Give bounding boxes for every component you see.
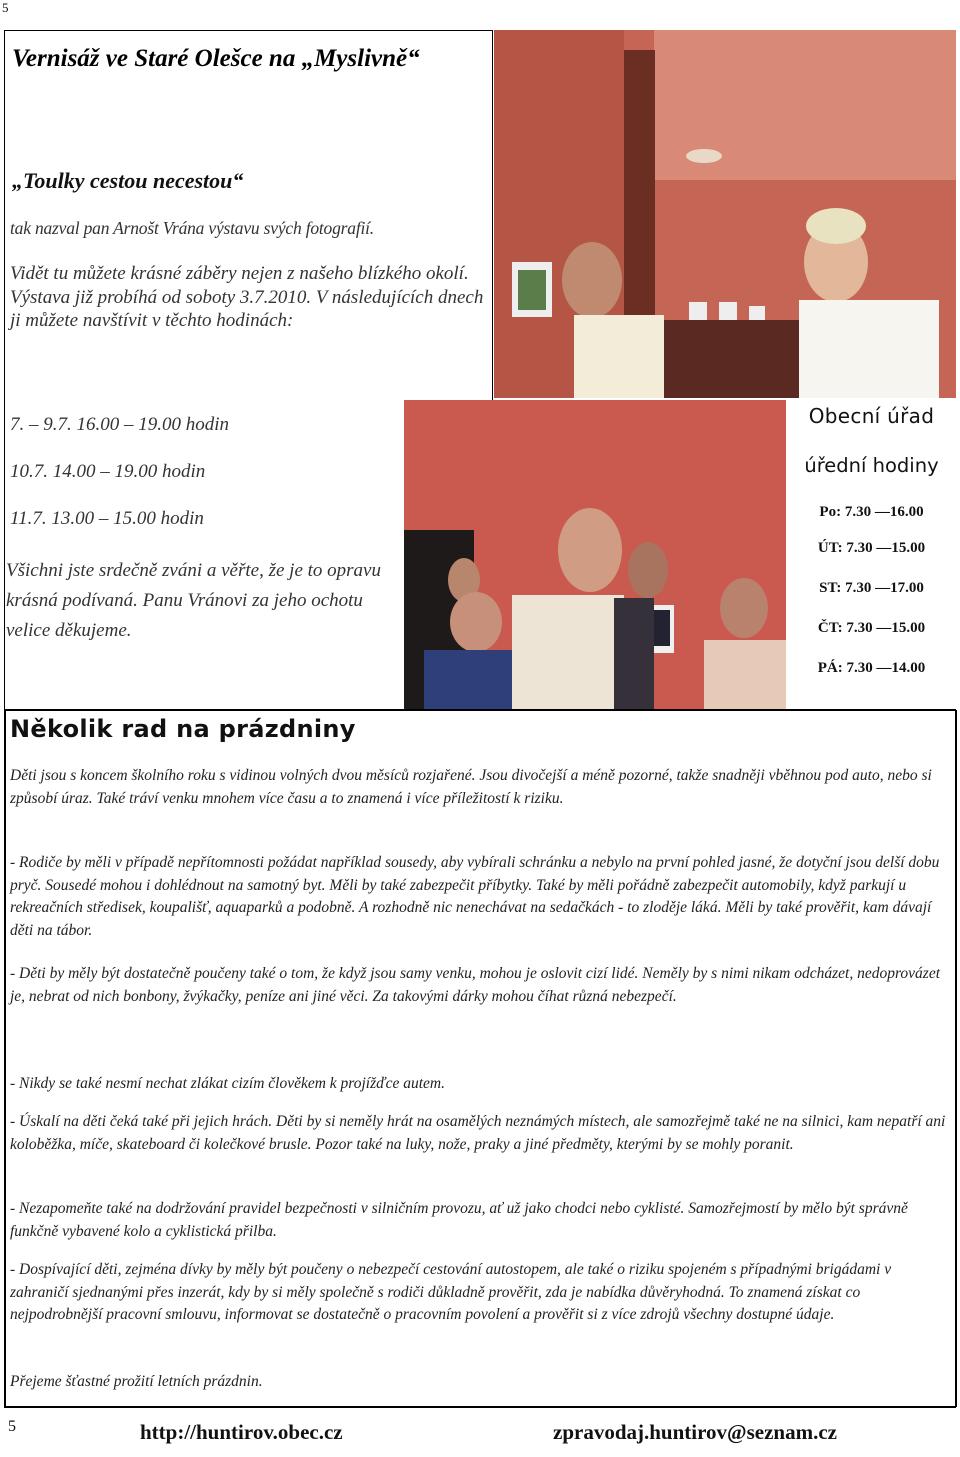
office-hour: ÚT: 7.30 —15.00 <box>817 540 926 556</box>
office-title: Obecní úřad <box>808 404 935 428</box>
office-hour: PÁ: 7.30 —14.00 <box>817 660 926 676</box>
office-hours-panel <box>787 400 956 710</box>
vernisaz-title: Vernisáž ve Staré Olešce na „Myslivně“ <box>12 45 420 72</box>
office-hour: ST: 7.30 —17.00 <box>819 580 924 596</box>
rady-closing: Přejeme šťastné prožití letních prázdnin. <box>10 1373 263 1390</box>
vernisaz-body: Vidět tu můžete krásné záběry nejen z našeho blízkého okolí. Výstava již probíhá od soboty 3.7.2010. V následujících dnech ji můžete navštívit v těchto hodinách: <box>10 263 484 331</box>
schedule-item: 11.7. 13.00 – 15.00 hodin <box>10 508 204 529</box>
divider <box>4 709 956 711</box>
page-number-bottom: 5 <box>8 1418 16 1435</box>
vernisaz-thanks: Všichni jste srdečně zváni a věřte, že je to opravu krásná podívaná. Panu Vránovi za jeho ochotu velice děkujeme. <box>6 560 381 641</box>
rady-paragraph: - Nikdy se také nesmí nechat zlákat cizím člověkem k projížďce autem. <box>10 1075 445 1092</box>
rady-paragraph: - Dospívající děti, zejména dívky by měly být poučeny o nebezpečí cestování autostopem, ale také o riziku spojeném s případnými brigádami v zahraničí sjednanými přes inzerát, kdy by si měly společně s rodiči důkladně prověřit, zda je nabídka důvěryhodná. To znamená získat co nejpodrobnější pracovní smlouvu, informovat se dostatečně o pracovním povolení a prověřit si z více zdrojů všechny dostupné údaje. <box>10 1261 892 1323</box>
vernisaz-intro: tak nazval pan Arnošt Vrána výstavu svých fotografií. <box>10 218 374 238</box>
schedule-item: 7. – 9.7. 16.00 – 19.00 hodin <box>10 414 230 435</box>
office-hour: ČT: 7.30 —15.00 <box>817 620 926 636</box>
divider <box>4 710 6 1407</box>
rady-paragraph: - Úskalí na děti čeká také při jejich hrách. Děti by si neměly hrát na osamělých neznámých místech, ale samozřejmě také ne na silnici, kam nepatří ani koloběžka, míče, skateboard či kolečkové brusle. Pozor také na luky, nože, praky a jiné předměty, kterými by se mohly poranit. <box>10 1113 946 1153</box>
rady-paragraph: - Nezapomeňte také na dodržování pravidel bezpečnosti v silničním provozu, ať už jako chodci nebo cyklisté. Samozřejmostí by mělo být správně funkčně vybavené kolo a cyklistická přilba. <box>10 1200 908 1240</box>
rady-title: Několik rad na prázdniny <box>10 715 356 743</box>
schedule-item: 10.7. 14.00 – 19.00 hodin <box>10 461 206 482</box>
exhibition-photo-1 <box>494 30 956 398</box>
rady-paragraph: - Děti by měly být dostatečně poučeny také o tom, že když jsou samy venku, mohou je oslovit cizí lidé. Neměly by s nimi nikam odcházet, nedoprovázet je, nebrat od nich bonbony, žvýkačky, peníze ani jiné věci. Za takovými dárky mohou číhat různá nebezpečí. <box>10 965 941 1005</box>
divider <box>4 1406 956 1408</box>
exhibition-photo-1-image <box>494 30 956 398</box>
office-hour: Po: 7.30 —16.00 <box>819 504 924 520</box>
exhibition-photo-2 <box>404 400 786 710</box>
footer-url[interactable]: http://huntirov.obec.cz <box>140 1420 343 1444</box>
vernisaz-subtitle: „Toulky cestou necestou“ <box>12 168 244 193</box>
exhibition-photo-2-image <box>404 400 786 710</box>
rady-paragraph: Děti jsou s koncem školního roku s vidinou volných dvou měsíců rozjařené. Jsou divočejší a méně pozorné, takže snadněji vběhnou pod auto, nebo si způsobí úraz. Také tráví venku mnohem více času a to znamená i více příležitostí k riziku. <box>10 767 932 807</box>
office-subtitle: úřední hodiny <box>804 454 939 477</box>
footer-email[interactable]: zpravodaj.huntirov@seznam.cz <box>553 1420 837 1444</box>
divider <box>955 710 957 1407</box>
page-number-top: 5 <box>2 0 9 15</box>
rady-paragraph: - Rodiče by měli v případě nepřítomnosti požádat například sousedy, aby vybírali schránku a nebylo na první pohled jasné, že dotyční jsou delší dobu pryč. Sousedé mohou i dohlédnout na samotný byt. Měli by také zabezpečit příbytky. Také by měli pořádně zabezpečit automobily, když parkují u rekreačních středisek, koupališť, aquaparků a podobně. A rozhodně nic nenechávat na sedačkách - to zloděje láká. Měli by také prověřit, kam dávají děti na tábor. <box>10 854 940 939</box>
